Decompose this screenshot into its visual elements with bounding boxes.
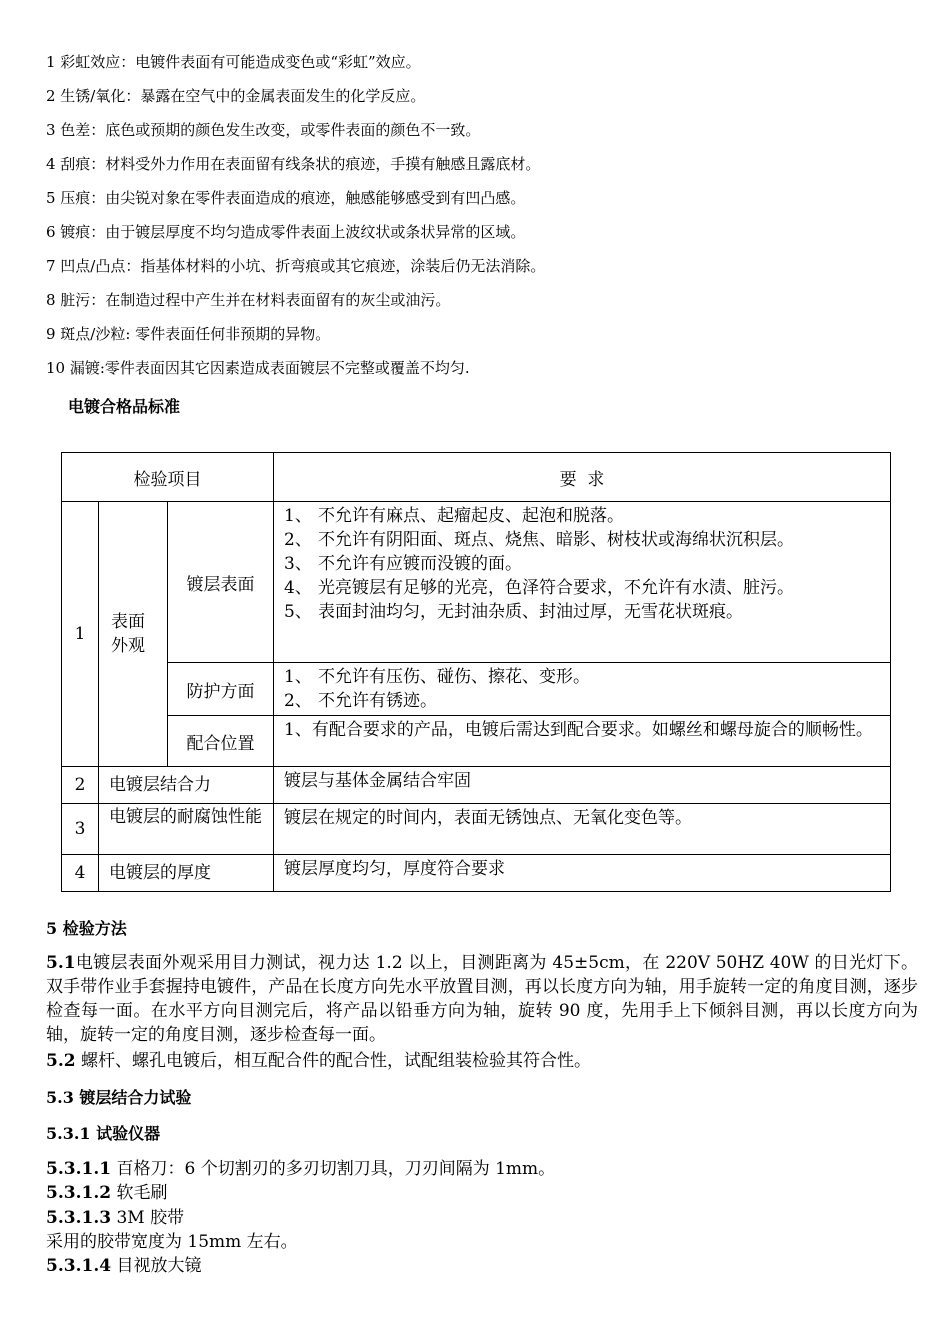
table-row [62,804,891,855]
item-text: 不允许有应镀而没镀的面。 [318,554,522,574]
clause-text: 软毛刷 [116,1183,168,1203]
requirement-cell: 镀层厚度均匀，厚度符合要求 [274,855,891,892]
sub-item-cell: 防护方面 [168,663,274,716]
instrument-item [46,1181,918,1205]
paragraph-5-2 [46,1049,918,1073]
paragraph-5-1 [46,951,918,1047]
requirement-item [284,600,884,624]
item-text: 不允许有麻点、起瘤起皮、起泡和脱落。 [318,506,624,526]
requirement-cell [274,663,891,716]
table-row [62,663,891,716]
requirement-item [284,528,884,552]
item-number: 2、 [284,530,312,550]
section-title: 5 检验方法 [46,919,127,938]
defect-definition-list [46,50,906,390]
sub-item-cell: 镀层表面 [168,502,274,663]
item-text: 不允许有锈迹。 [318,691,437,711]
section-title: 5.3 镀层结合力试验 [46,1088,192,1107]
requirement-text: 1、有配合要求的产品，电镀后需达到配合要求。如螺丝和螺母旋合的顺畅性。 [284,720,873,740]
clause-text: 螺杆、螺孔电镀后，相互配合件的配合性，试配组装检验其符合性。 [80,1051,591,1071]
definition-item: 1 彩虹效应：电镀件表面有可能造成变色或“彩虹”效应。 [46,53,421,71]
definition-item: 10 漏镀:零件表面因其它因素造成表面镀层不完整或覆盖不均匀. [46,359,470,377]
requirement-cell: 镀层在规定的时间内，表面无锈蚀点、无氧化变色等。 [274,804,891,855]
clause-number: 5.3.1.2 [46,1183,112,1203]
table-header-row [62,453,891,502]
category-cell: 表面外观 [99,502,168,767]
item-number: 3、 [284,554,312,574]
definition-item: 4 刮痕：材料受外力作用在表面留有线条状的痕迹，手摸有触感且露底材。 [46,155,541,173]
header-requirement: 要 求 [274,453,891,502]
item-text: 不允许有压伤、碰伤、擦花、变形。 [318,667,590,687]
definition-item: 8 脏污：在制造过程中产生并在材料表面留有的灰尘或油污。 [46,291,451,309]
plating-standard-table [61,452,891,892]
requirement-item [284,552,884,576]
requirement-cell [274,716,891,767]
requirement-item [284,576,884,600]
clause-number: 5.1 [46,953,76,973]
item-cell: 电镀层的厚度 [99,855,274,892]
clause-text: 百格刀：6 个切割刃的多刃切割刀具，刀刃间隔为 1mm。 [116,1159,556,1179]
table-row [62,855,891,892]
table-row [62,716,891,767]
item-text: 表面封油均匀，无封油杂质、封油过厚，无雪花状斑痕。 [318,602,743,622]
table-row [62,767,891,804]
clause-number: 5.3.1.3 [46,1208,112,1228]
clause-number: 5.3.1.4 [46,1256,112,1276]
sub-item-cell: 配合位置 [168,716,274,767]
item-cell: 电镀层结合力 [99,767,274,804]
clause-number: 5.2 [46,1051,76,1071]
definition-item: 5 压痕：由尖锐对象在零件表面造成的痕迹，触感能够感受到有凹凸感。 [46,189,526,207]
section-title: 5.3.1 试验仪器 [46,1124,161,1143]
clause-text: 3M 胶带 [116,1208,185,1228]
definition-item: 9 斑点/沙粒: 零件表面任何非预期的异物。 [46,325,331,343]
item-number: 1、 [284,667,312,687]
instrument-item [46,1157,918,1181]
header-inspection-item: 检验项目 [62,453,274,502]
row-number: 2 [62,767,99,804]
item-number: 4、 [284,578,312,598]
requirement-cell [274,502,891,663]
item-cell: 电镀层的耐腐蚀性能 [99,804,274,855]
row-number: 3 [62,804,99,855]
row-number: 4 [62,855,99,892]
requirement-item [284,665,884,689]
instrument-item [46,1206,918,1230]
standard-heading: 电镀合格品标准 [68,397,181,416]
item-number: 2、 [284,691,312,711]
requirement-item [284,689,884,713]
table-row [62,502,891,663]
item-number: 5、 [284,602,312,622]
definition-item: 3 色差：底色或预期的颜色发生改变，或零件表面的颜色不一致。 [46,121,481,139]
definition-item: 7 凹点/凸点：指基体材料的小坑、折弯痕或其它痕迹，涂装后仍无法消除。 [46,257,546,275]
requirement-item [284,504,884,528]
requirement-cell: 镀层与基体金属结合牢固 [274,767,891,804]
clause-number: 5.3.1.1 [46,1159,112,1179]
definition-item: 6 镀痕：由于镀层厚度不均匀造成零件表面上波纹状或条状异常的区域。 [46,223,526,241]
instrument-item [46,1254,918,1278]
definition-item: 2 生锈/氧化：暴露在空气中的金属表面发生的化学反应。 [46,87,426,105]
item-text: 不允许有阴阳面、斑点、烧焦、暗影、树枝状或海绵状沉积层。 [318,530,794,550]
item-text: 光亮镀层有足够的光亮，色泽符合要求，不允许有水渍、脏污。 [318,578,794,598]
row-number: 1 [62,502,99,767]
clause-text: 目视放大镜 [116,1256,202,1276]
clause-text: 电镀层表面外观采用目力测试，视力达 1.2 以上，目测距离为 45±5cm，在 220V 50HZ 40W 的日光灯下。双手带作业手套握持电镀件，产品在长度方向先水平放置目测，再以长度方向为轴，用手旋转一定的角度目测，逐步检查每一面。在水平方向目测完后，将产品以铅垂方向为轴，旋转 90 度，先用手上下倾斜目测，再以长度方向为轴，旋转一定的角度目测，逐步检查每一面。 [46,953,918,1045]
item-number: 1、 [284,506,312,526]
instrument-note: 采用的胶带宽度为 15mm 左右。 [46,1232,298,1252]
